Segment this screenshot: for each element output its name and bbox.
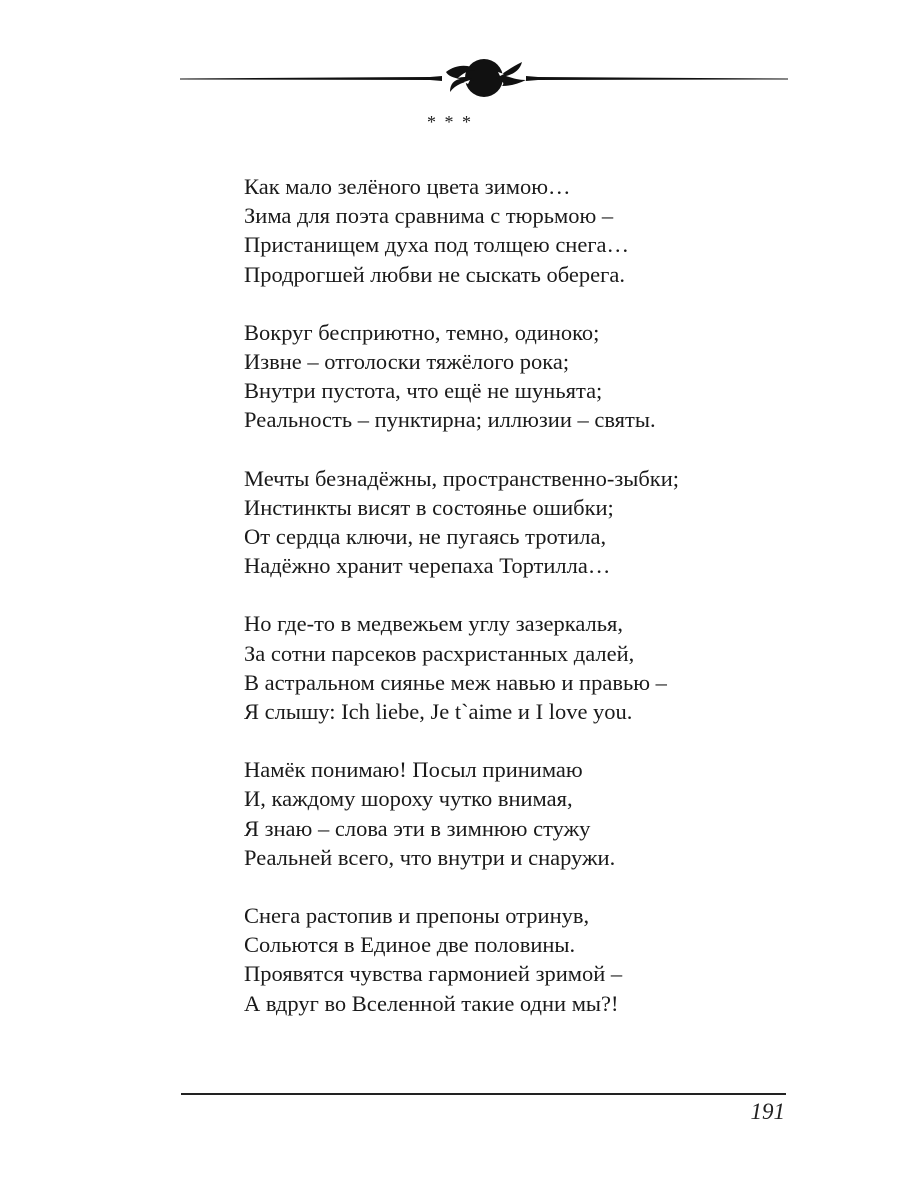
poem-line: Зима для поэта сравнима с тюрьмою – [244,203,614,229]
poem-line: Но где-то в медвежьем углу зазеркалья, [244,611,624,637]
page-number: 191 [750,1099,785,1124]
poem-line: Продрогшей любви не сыскать оберега. [244,261,625,287]
poem-line: Реальность – пунктирна; иллюзии – святы. [244,407,656,433]
poem-line: И, каждому шороху чутко внимая, [244,786,573,812]
stanza-3 [244,464,804,581]
poem-line: Пристанищем духа под толщею снега… [244,232,630,258]
poem-line: Реальней всего, что внутри и снаружи. [244,844,616,870]
poem-line: Снега растопив и препоны отринув, [244,903,590,929]
poem-line: Надёжно хранит черепаха Тортилла… [244,553,611,579]
stanza-5 [244,755,804,872]
poem-line: Я знаю – слова эти в зимнюю стужу [244,815,591,841]
poem-line: Я слышу: Ich liebe, Je t`aime и I love you. [244,699,633,725]
stanza-4 [244,609,804,726]
stanza-6 [244,901,804,1018]
stanza-1 [244,172,804,289]
poem-line: Сольются в Единое две половины. [244,932,576,958]
poem-line: Проявятся чувства гармонией зримой – [244,961,623,987]
poem-line: Внутри пустота, что ещё не шуньята; [244,378,603,404]
poem-line: От сердца ключи, не пугаясь тротила, [244,524,607,550]
poem-body [244,172,804,1047]
poem-line: Намёк понимаю! Посыл принимаю [244,757,583,783]
poem-line: За сотни парсеков расхристанных далей, [244,640,635,666]
poem-line: В астральном сиянье меж навью и правью – [244,669,667,695]
poem-line: Как мало зелёного цвета зимою… [244,174,571,199]
poem-line: Инстинкты висят в состоянье ошибки; [244,494,614,520]
stanza-2 [244,318,804,435]
poem-line: Вокруг бесприютно, темно, одиноко; [244,319,600,345]
ornament-divider-icon [180,52,788,108]
footer-divider [181,1093,786,1095]
poem-line: Мечты безнадёжны, пространственно-зыбки; [244,465,680,491]
section-asterism: * * * [427,112,473,132]
poem-line: Извне – отголоски тяжёлого рока; [244,349,570,375]
poem-line: А вдруг во Вселенной такие одни мы?! [244,990,619,1016]
